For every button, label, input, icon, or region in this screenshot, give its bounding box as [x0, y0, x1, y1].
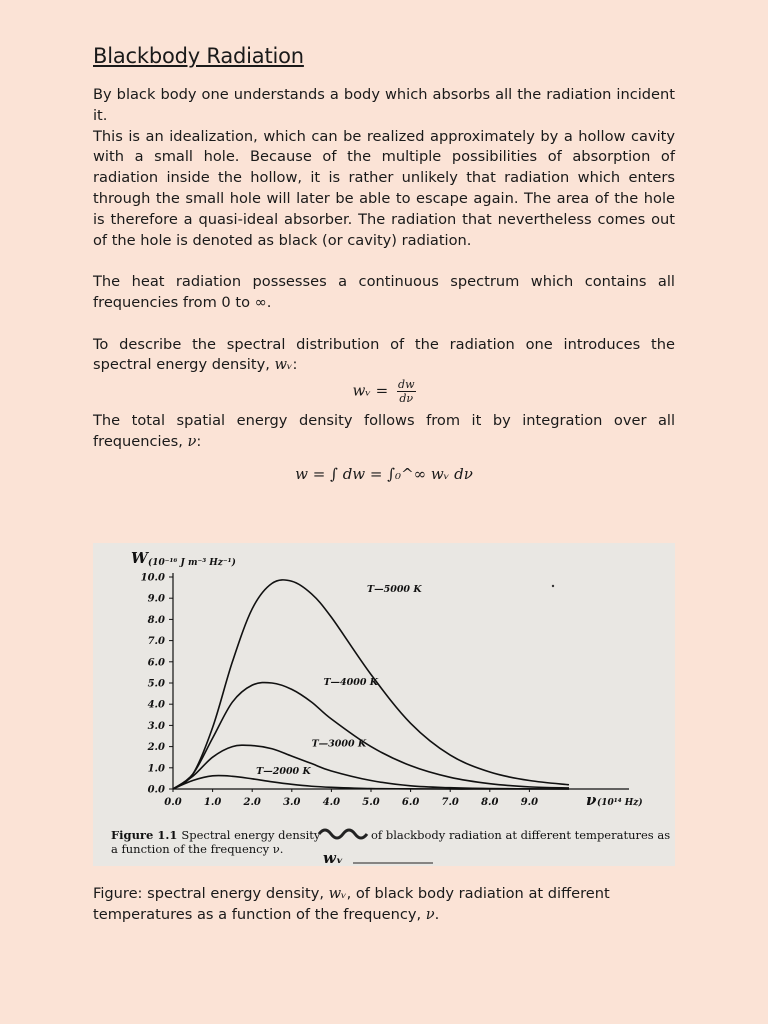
x-tick-label: 5.0: [362, 797, 380, 808]
symbol-w-nu: wᵥ: [274, 356, 293, 374]
y-tick-label: 5.0: [147, 678, 165, 690]
colon: :: [292, 356, 298, 374]
blackbody-chart: [93, 543, 675, 866]
x-tick-label: 1.0: [203, 797, 222, 808]
caption-symbol: wᵥ: [328, 885, 347, 902]
blackbody-figure: [93, 543, 675, 866]
y-tick-label: 4.0: [147, 699, 165, 711]
formula-spectral-density: [93, 378, 675, 405]
caption-text-mid: , of black body radiation at different temperatures as a function of the frequency,: [93, 885, 610, 923]
y-axis-symbol: W: [131, 549, 148, 567]
figure-caption-text2: of blackbody radiation at different temperatures as: [371, 828, 671, 842]
formula-denominator: dν: [399, 392, 414, 406]
x-tick-label: 0.0: [164, 797, 182, 808]
document-body: [93, 44, 675, 483]
paragraph-spectral-density-text: To describe the spectral distribution of the radiation one introduces the spectral energy density,: [93, 335, 675, 374]
caption-symbol-nu: ν: [425, 905, 435, 923]
y-tick-label: 2.0: [147, 742, 165, 754]
x-tick-label: 7.0: [441, 797, 459, 808]
x-axis-label: (10¹⁴ Hz): [597, 798, 643, 808]
series-line-t-3000-k: [173, 745, 569, 789]
figure-inner-caption: [111, 828, 321, 842]
series-line-t-4000-k: [173, 683, 569, 789]
y-tick-label: 7.0: [147, 636, 165, 648]
colon: :: [196, 432, 202, 450]
x-tick-label: 8.0: [481, 797, 499, 808]
y-axis-label: (10⁻¹⁶ J m⁻³ Hz⁻¹): [148, 558, 236, 568]
paragraph-idealization: This is an idealization, which can be realized approximately by a hollow cavity with a small hole. Because of the multiple possibilities of absorption of radiation inside the hollow, it is rather unlikely that radiation which enters through the small hole will later be able to escape again. The area of the hole is therefore a quasi-ideal absorber. The radiation that nevertheless comes out of the hole is denoted as black (or cavity) radiation.: [93, 127, 675, 249]
x-tick-label: 6.0: [401, 797, 420, 808]
page-title: Blackbody Radiation: [93, 44, 304, 68]
x-tick-label: 3.0: [283, 797, 301, 808]
figure-caption-text: Spectral energy density: [181, 828, 321, 842]
y-tick-label: 9.0: [147, 593, 165, 605]
formula-fraction: [397, 378, 415, 405]
y-tick-label: 1.0: [147, 763, 165, 775]
formula-lhs: wᵥ =: [352, 381, 389, 400]
series-label: T—3000 K: [311, 738, 367, 750]
figure-caption-bold: Figure 1.1: [111, 828, 182, 842]
speck-mark: [552, 585, 554, 587]
symbol-nu: ν: [187, 432, 197, 450]
y-tick-label: 10.0: [140, 572, 165, 584]
caption-end: .: [434, 905, 440, 923]
y-tick-label: 0.0: [147, 784, 165, 796]
scribble-mark: [319, 830, 367, 838]
figure-caption-line2: a function of the frequency ν.: [111, 842, 284, 856]
x-tick-label: 4.0: [322, 797, 341, 808]
series-label: T—2000 K: [256, 766, 311, 778]
x-tick-label: 2.0: [243, 797, 261, 808]
series-label: T—5000 K: [367, 583, 422, 595]
paragraph-definition: By black body one understands a body which absorbs all the radiation incident it.: [93, 86, 675, 124]
paragraph-total-density: [93, 411, 675, 453]
caption-text: Figure: spectral energy density,: [93, 885, 324, 902]
y-tick-label: 6.0: [147, 657, 165, 669]
paragraph-spectrum: The heat radiation possesses a continuous spectrum which contains all frequencies from 0 to ∞.: [93, 273, 675, 311]
paragraph-total-density-text: The total spatial energy density follows from it by integration over all frequencies,: [93, 412, 675, 450]
handwritten-note: wᵥ: [323, 849, 344, 866]
formula-total-density: w = ∫ dw = ∫₀^∞ wᵥ dν: [295, 464, 473, 483]
y-tick-label: 3.0: [147, 720, 165, 732]
x-tick-label: 9.0: [520, 797, 539, 808]
figure-caption: [93, 884, 675, 926]
paragraph-spectral-density: [93, 335, 675, 377]
x-axis-symbol: ν: [586, 791, 597, 809]
formula-numerator: dw: [398, 378, 415, 392]
series-label: T—4000 K: [323, 677, 379, 689]
y-tick-label: 8.0: [147, 614, 165, 626]
